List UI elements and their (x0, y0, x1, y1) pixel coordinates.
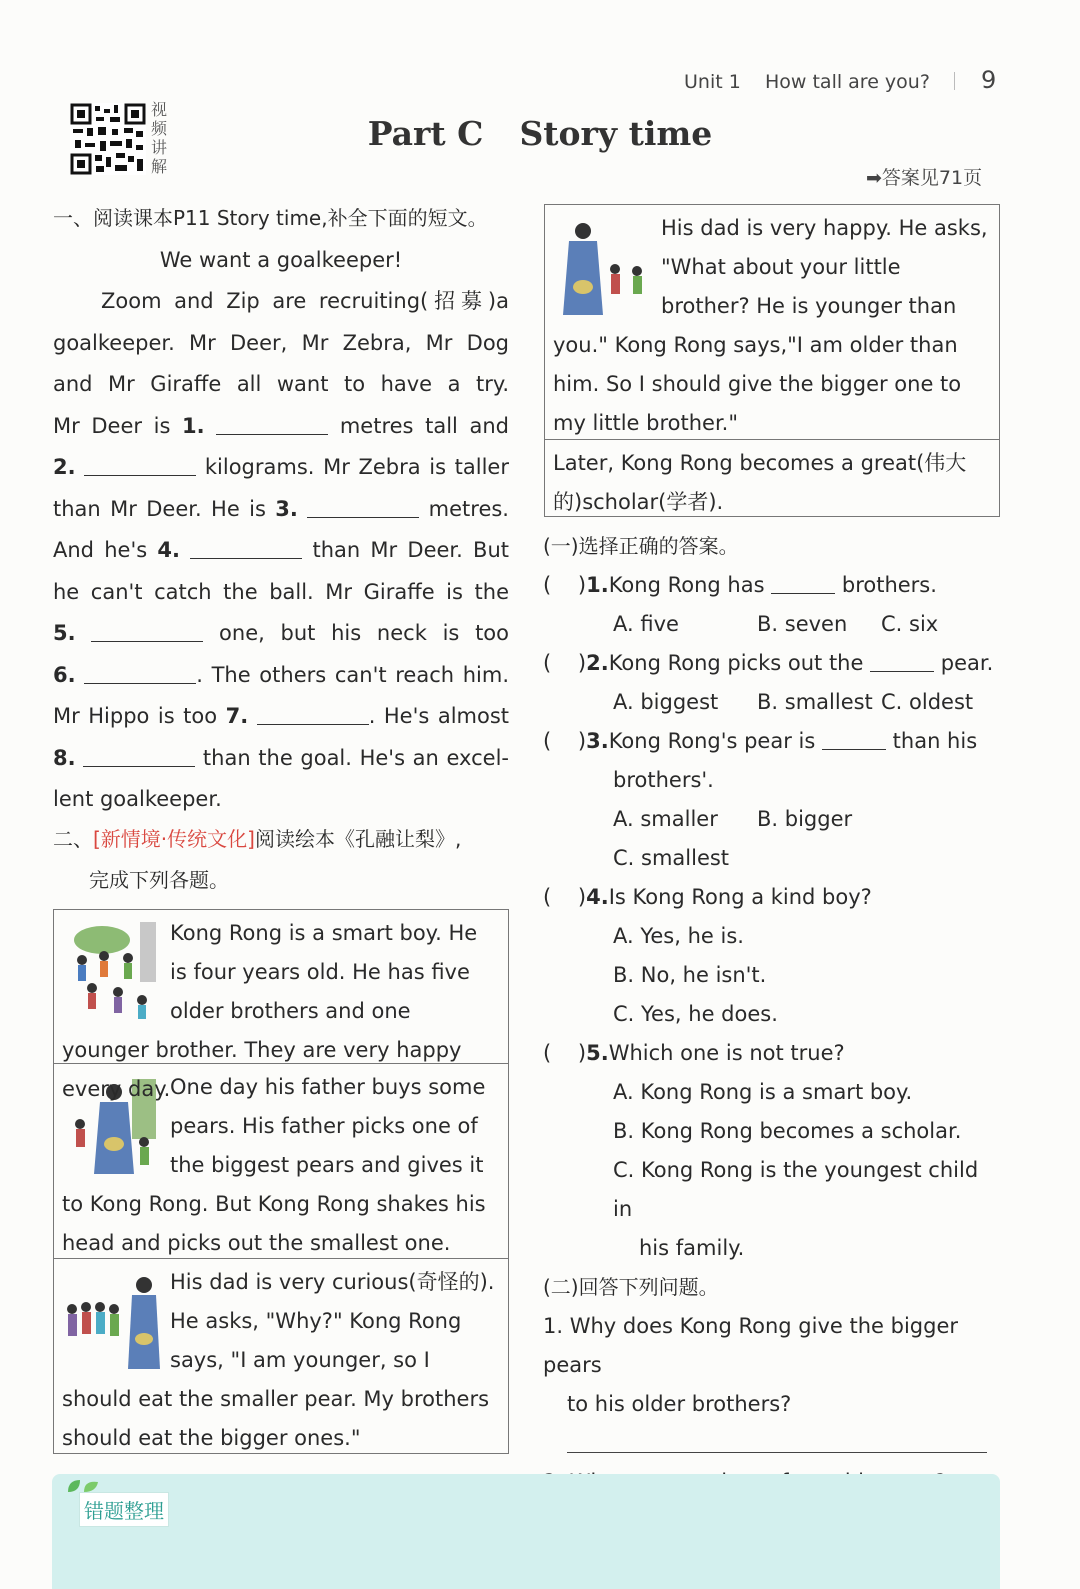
option[interactable]: C. Yes, he does. (613, 1002, 778, 1026)
section-name: Story time (519, 114, 713, 153)
divider (954, 72, 955, 90)
story-line-blank: 8. than the goal. He's an excel- (53, 738, 509, 780)
answer-blank[interactable] (771, 568, 835, 594)
father-and-kong-rong-illustration (553, 215, 653, 325)
story-line: and Mr Giraffe all want to have a try. (53, 372, 509, 396)
option-cont: his family. (639, 1236, 745, 1260)
story-panels-left (53, 909, 509, 1454)
unit-title: How tall are you? (764, 71, 930, 93)
option[interactable]: A. biggest (613, 690, 719, 714)
story-line-blank: 5. one, but his neck is too (53, 613, 509, 655)
story-title: We want a goalkeeper! (159, 247, 403, 272)
running-header (684, 66, 996, 94)
unit-label: Unit 1 (684, 71, 741, 93)
part2-heading: (二)回答下列问题。 (543, 1275, 719, 1299)
fill-blank-1[interactable] (216, 409, 328, 435)
story-line-blank: than Mr Deer. He is 3. metres. (53, 489, 509, 531)
option[interactable]: A. Yes, he is. (613, 924, 744, 948)
option[interactable]: B. bigger (757, 807, 853, 831)
brothers-with-father-illustration (62, 1269, 162, 1379)
option[interactable]: A. five (613, 612, 679, 636)
part1-heading: (一)选择正确的答案。 (543, 534, 739, 558)
section2-instruction: 二、[新情境·传统文化]阅读绘本《孔融让梨》, (53, 826, 462, 851)
question-3-cont: brothers'. (613, 768, 714, 792)
story-panel-1 (54, 910, 508, 1101)
story-line-blank: Mr Deer is 1. metres tall and (53, 406, 509, 448)
options-2 (543, 683, 999, 722)
section1-instruction: 一、阅读课本P11 Story time,补全下面的短文。 (53, 206, 488, 230)
children-playing-illustration (62, 920, 162, 1030)
fill-blank-8[interactable] (83, 741, 195, 767)
left-column (53, 198, 509, 902)
story-line-blank: Mr Hippo is too 7. . He's almost (53, 696, 509, 738)
option[interactable]: A. smaller (613, 807, 718, 831)
answer-blank[interactable] (822, 724, 886, 750)
answer-reference: ➡答案见71页 (866, 167, 983, 189)
option[interactable]: C. Kong Rong is the youngest child in (613, 1158, 979, 1221)
open-question-1-cont: to his older brothers? (567, 1392, 792, 1416)
page-number: 9 (981, 66, 997, 94)
fill-blank-5[interactable] (91, 616, 203, 642)
error-notes-label: 错题整理 (79, 1492, 169, 1527)
story-line-blank: 6. . The others can't reach him. (53, 655, 509, 697)
open-question-1: 1. Why does Kong Rong give the bigger pears (543, 1314, 959, 1377)
story-panel-text: Kong Rong is a smart boy. He is four years old. He has five older brothers and one younger brother. They are very happy every day. (62, 921, 478, 1101)
story-line: lent goalkeeper. (53, 787, 222, 811)
error-notes-area[interactable] (52, 1474, 1000, 1589)
story-panels-right (544, 204, 1000, 517)
question-4: ( )4.Is Kong Rong a kind boy? (543, 885, 872, 909)
right-column (543, 527, 999, 1531)
story-line: Zoom and Zip are recruiting(招募)a (101, 289, 509, 313)
option[interactable]: C. six (881, 612, 939, 636)
option[interactable]: C. smallest (613, 846, 730, 870)
question-2: ( )2.Kong Rong picks out the pear. (543, 644, 999, 683)
page-title (0, 114, 1080, 153)
story-panel-5: Later, Kong Rong becomes a great(伟大的)scholar(学者). (553, 451, 967, 514)
fill-blank-7[interactable] (257, 699, 369, 725)
context-tag: [新情境·传统文化] (93, 826, 255, 851)
story-panel-text: His dad is very happy. He asks, "What about your little brother? He is younger than you." Kong Rong says,"I am older than him. So I should give the bigger one to my little brother." (553, 216, 988, 435)
fill-blank-2[interactable] (84, 450, 196, 476)
section2-instruction-cont: 完成下列各题。 (89, 868, 229, 892)
option[interactable]: C. oldest (881, 690, 974, 714)
story-line-blank: And he's 4. than Mr Deer. But (53, 530, 509, 572)
story-line: goalkeeper. Mr Deer, Mr Zebra, Mr Dog (53, 330, 509, 355)
option[interactable]: B. smallest (757, 690, 873, 714)
fill-blank-6[interactable] (84, 658, 196, 684)
question-1: ( )1.Kong Rong has brothers. (543, 566, 999, 605)
options-1 (543, 605, 999, 644)
story-line: he can't catch the ball. Mr Giraffe is the (53, 579, 509, 604)
fill-blank-4[interactable] (190, 533, 302, 559)
option[interactable]: A. Kong Rong is a smart boy. (613, 1080, 913, 1104)
answer-line-1[interactable] (567, 1424, 987, 1453)
question-3: ( )3.Kong Rong's pear is than his (543, 722, 999, 761)
story-line-blank: 2. kilograms. Mr Zebra is taller (53, 447, 509, 489)
story-panel-4 (545, 205, 999, 440)
options-3 (543, 800, 999, 839)
option[interactable]: B. Kong Rong becomes a scholar. (613, 1119, 962, 1143)
story-panel-text: One day his father buys some pears. His father picks one of the biggest pears and gives it to Kong Rong. But Kong Rong shakes his head and picks out the smallest one. (62, 1075, 486, 1255)
option[interactable]: B. No, he isn't. (613, 963, 767, 987)
answer-blank[interactable] (870, 646, 934, 672)
qr-caption: 视频讲解 (151, 100, 168, 176)
story-panel-3 (54, 1259, 508, 1453)
fill-blank-3[interactable] (307, 492, 419, 518)
question-5: ( )5.Which one is not true? (543, 1041, 845, 1065)
option[interactable]: B. seven (757, 612, 848, 636)
story-panel-text: His dad is very curious(奇怪的). He asks, "Why?" Kong Rong says, "I am younger, so I should eat the smaller pear. My brothers should eat the bigger ones." (62, 1270, 495, 1450)
part-label: Part C (367, 114, 484, 153)
